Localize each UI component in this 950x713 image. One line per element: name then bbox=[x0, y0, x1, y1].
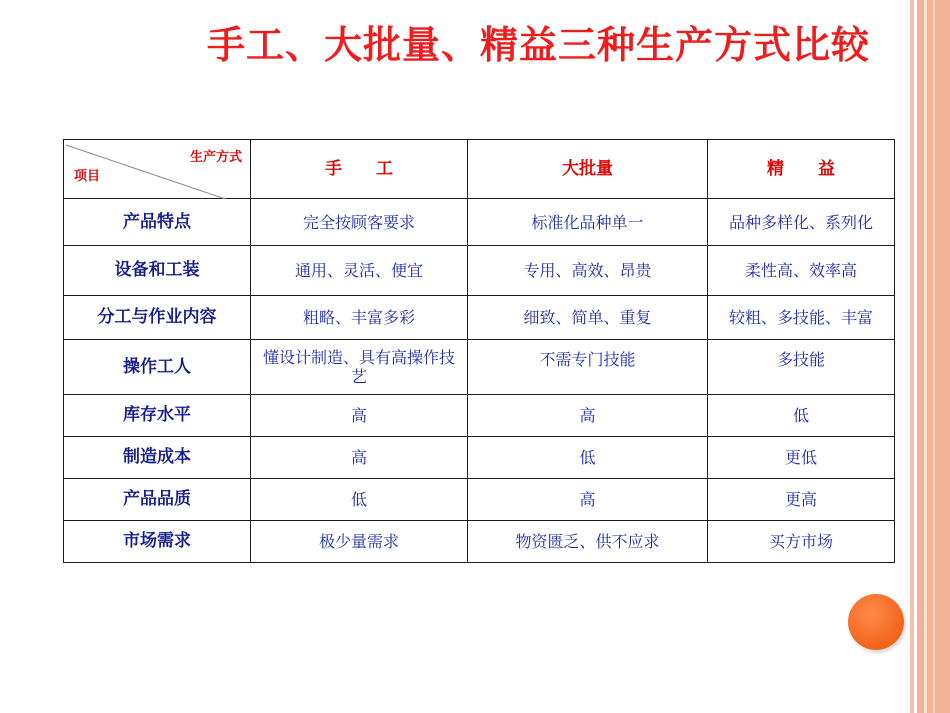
table-cell: 低 bbox=[251, 479, 468, 521]
row-label: 制造成本 bbox=[64, 437, 251, 479]
row-label: 产品特点 bbox=[64, 199, 251, 246]
decorative-orange-circle bbox=[848, 594, 904, 650]
table-cell: 不需专门技能 bbox=[468, 340, 708, 395]
table-row bbox=[64, 521, 895, 563]
row-label: 操作工人 bbox=[64, 340, 251, 395]
table-cell: 更低 bbox=[708, 437, 895, 479]
table-row bbox=[64, 340, 895, 395]
table-cell: 极少量需求 bbox=[251, 521, 468, 563]
decorative-side-stripes bbox=[906, 0, 950, 713]
row-label: 产品品质 bbox=[64, 479, 251, 521]
table-row bbox=[64, 199, 895, 246]
table-cell: 专用、高效、昂贵 bbox=[468, 246, 708, 296]
corner-label-item: 项目 bbox=[74, 169, 101, 184]
table-cell: 通用、灵活、便宜 bbox=[251, 246, 468, 296]
table-cell: 较粗、多技能、丰富 bbox=[708, 296, 895, 340]
table-cell: 完全按顾客要求 bbox=[251, 199, 468, 246]
table-cell: 懂设计制造、具有高操作技艺 bbox=[251, 340, 468, 395]
table-cell: 高 bbox=[251, 395, 468, 437]
header-mass-production: 大批量 bbox=[468, 140, 708, 199]
table-cell: 物资匮乏、供不应求 bbox=[468, 521, 708, 563]
table-cell: 细致、简单、重复 bbox=[468, 296, 708, 340]
table-cell: 高 bbox=[468, 395, 708, 437]
header-handcraft: 手 工 bbox=[251, 140, 468, 199]
table-row bbox=[64, 395, 895, 437]
table-row bbox=[64, 479, 895, 521]
table-cell: 多技能 bbox=[708, 340, 895, 395]
table-row bbox=[64, 437, 895, 479]
comparison-table bbox=[63, 139, 895, 563]
table-row bbox=[64, 246, 895, 296]
table-header-row bbox=[64, 140, 895, 199]
table-cell: 品种多样化、系列化 bbox=[708, 199, 895, 246]
slide-title: 手工、大批量、精益三种生产方式比较 bbox=[207, 23, 871, 67]
row-label: 分工与作业内容 bbox=[64, 296, 251, 340]
table-cell: 高 bbox=[251, 437, 468, 479]
row-label: 市场需求 bbox=[64, 521, 251, 563]
table-cell: 高 bbox=[468, 479, 708, 521]
table-cell: 买方市场 bbox=[708, 521, 895, 563]
row-label: 设备和工装 bbox=[64, 246, 251, 296]
row-label: 库存水平 bbox=[64, 395, 251, 437]
table-cell: 低 bbox=[708, 395, 895, 437]
table-row bbox=[64, 296, 895, 340]
table-cell: 更高 bbox=[708, 479, 895, 521]
corner-label-method: 生产方式 bbox=[189, 150, 242, 165]
table-cell: 粗略、丰富多彩 bbox=[251, 296, 468, 340]
header-lean: 精 益 bbox=[708, 140, 895, 199]
table-cell: 低 bbox=[468, 437, 708, 479]
corner-header-cell bbox=[64, 140, 251, 199]
table-cell: 标准化品种单一 bbox=[468, 199, 708, 246]
table-cell: 柔性高、效率高 bbox=[708, 246, 895, 296]
